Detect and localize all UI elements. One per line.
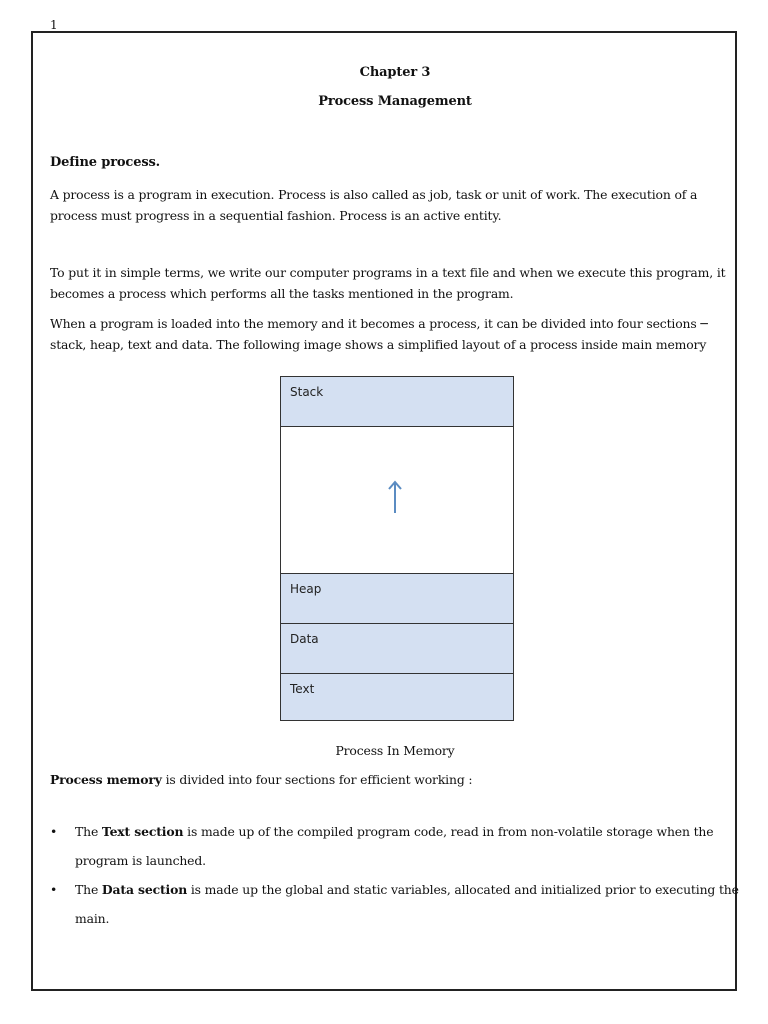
list-item (50, 875, 740, 933)
memory-intro (50, 772, 472, 787)
bullet-icon: • (50, 882, 58, 897)
chapter-title: Chapter 3 (359, 65, 431, 80)
page-number: 1 (50, 18, 58, 32)
memory-section-list (50, 817, 740, 933)
list-item (50, 817, 740, 875)
paragraph-memory-sections: When a program is loaded into the memory and it becomes a process, it can be divided into four sections ─ stack, heap, text and data. The following image shows a simplified layout of a process inside main memory (50, 316, 708, 352)
chapter-subtitle: Process Management (318, 94, 472, 109)
stack-segment (281, 377, 513, 427)
free-memory-segment (281, 427, 513, 574)
data-label: Data (290, 632, 319, 646)
text-label: Text (290, 682, 315, 696)
memory-intro-rest: is divided into four sections for efficient working : (161, 772, 473, 787)
bullet-prefix: The (75, 824, 102, 839)
memory-intro-bold: Process memory (50, 772, 162, 787)
bullet-icon: • (50, 824, 58, 839)
stack-label: Stack (290, 385, 324, 399)
process-memory-diagram (280, 376, 514, 721)
bullet-text: is made up of the compiled program code, read in from non-volatile storage when the program is launched. (75, 824, 714, 868)
bullet-prefix: The (75, 882, 102, 897)
diagram-caption-text: Process In Memory (335, 743, 455, 758)
text-segment (281, 674, 513, 720)
paragraph-definition: A process is a program in execution. Process is also called as job, task or unit of work. The execution of a process must progress in a sequential fashion. Process is an active entity. (50, 187, 698, 223)
diagram-caption (50, 743, 740, 758)
bullet-text: is made up the global and static variables, allocated and initialized prior to executing the main. (75, 882, 739, 926)
bullet-bold: Text section (101, 824, 184, 839)
heap-segment (281, 574, 513, 624)
data-segment (281, 624, 513, 674)
arrow-up-icon (387, 479, 403, 515)
heap-label: Heap (290, 582, 322, 596)
bullet-bold: Data section (101, 882, 188, 897)
section-heading: Define process. (50, 155, 161, 170)
paragraph-simple-terms: To put it in simple terms, we write our computer programs in a text file and when we execute this program, it becomes a process which performs all the tasks mentioned in the program. (50, 265, 726, 301)
